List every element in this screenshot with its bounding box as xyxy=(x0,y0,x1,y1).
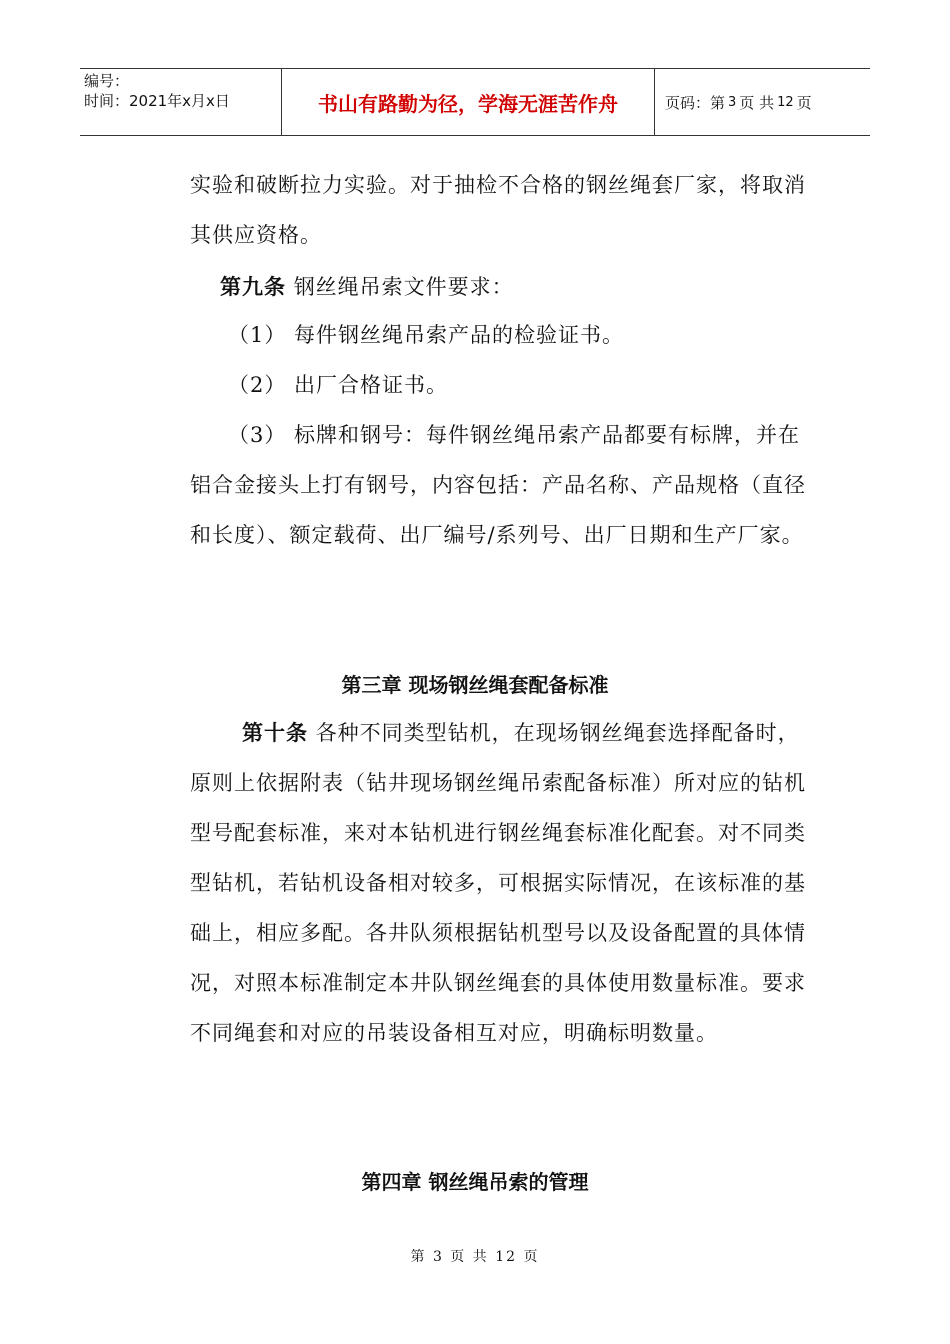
page-mid: 页 共 xyxy=(739,93,775,112)
list-item-1: （1） 每件钢丝绳吊索产品的检验证书。 xyxy=(228,323,625,347)
article-9-title: 第九条 xyxy=(220,275,286,299)
page-header xyxy=(80,68,870,136)
page-suffix: 页 xyxy=(796,93,812,112)
article-9 xyxy=(220,262,810,312)
article-10-text: 各种不同类型钻机，在现场钢丝绳套选择配备时，原则上依据附表（钻井现场钢丝绳吊索配备标准）所对应的钻机型号配套标准，来对本钻机进行钢丝绳套标准化配套。对不同类型钻机，若钻机设备相对较多，可根据实际情况，在该标准的基础上，相应多配。各井队须根据钻机型号以及设备配置的具体情况，对照本标准制定本井队钢丝绳套的具体使用数量标准。要求不同绳套和对应的吊装设备相互对应，明确标明数量。 xyxy=(190,721,806,1045)
paragraph-continuation: 实验和破断拉力实验。对于抽检不合格的钢丝绳套厂家，将取消其供应资格。 xyxy=(190,173,806,247)
page-number: 3 xyxy=(728,94,737,110)
article-9-text: 钢丝绳吊索文件要求： xyxy=(293,275,514,299)
page-prefix: 页码：第 xyxy=(665,93,726,112)
header-meta xyxy=(80,69,282,135)
header-page-info xyxy=(655,69,870,135)
page-footer: 第 3 页 共 12 页 xyxy=(410,1249,540,1265)
document-number-label: 编号： xyxy=(84,72,130,90)
article-10 xyxy=(190,708,810,1058)
article-10-title: 第十条 xyxy=(242,721,308,745)
chapter-4-heading: 第四章 钢丝绳吊索的管理 xyxy=(361,1170,589,1194)
chapter-3-heading: 第三章 现场钢丝绳套配备标准 xyxy=(341,673,609,697)
list-item-2: （2） 出厂合格证书。 xyxy=(228,373,449,397)
list-item-3: （3） 标牌和钢号：每件钢丝绳吊索产品都要有标牌，并在铝合金接头上打有钢号，内容包括：产品名称、产品规格（直径和长度）、额定载荷、出厂编号/系列号、出厂日期和生产厂家。 xyxy=(190,423,806,547)
header-motto: 书山有路勤为径，学海无涯苦作舟 xyxy=(282,69,655,135)
page-total: 12 xyxy=(777,94,794,110)
document-time-label: 时间：2021年x月x日 xyxy=(84,92,230,110)
